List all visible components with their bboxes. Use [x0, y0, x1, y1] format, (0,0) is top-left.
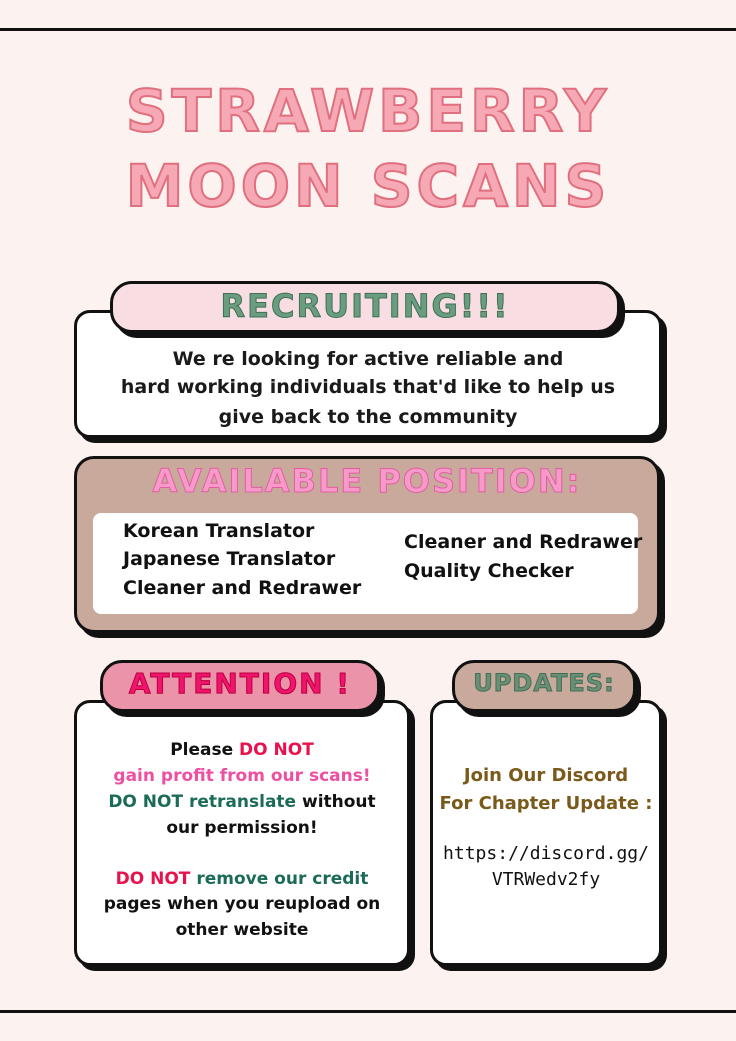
attention-line-5 [74, 866, 410, 892]
position-item: Quality Checker [404, 560, 574, 582]
attention-line-6: pages when you reupload on [103, 894, 381, 914]
position-item: Korean Translator [123, 520, 315, 542]
updates-heading: UPDATES: [473, 669, 615, 697]
without-text: without [296, 792, 376, 812]
do-not-text: DO NOT [115, 869, 191, 889]
please-text: Please [170, 740, 240, 760]
discord-link-line-1[interactable]: https://discord.gg/ [443, 843, 649, 864]
recruiting-heading: RECRUITING!!! [220, 287, 510, 325]
recruiting-text-line-1: We re looking for active reliable and [172, 348, 564, 370]
attention-heading: ATTENTION ! [128, 667, 352, 700]
attention-line-3 [74, 789, 410, 815]
do-not-text: DO NOT [108, 792, 184, 812]
position-item: Cleaner and Redrawer [404, 531, 643, 553]
updates-line-2: For Chapter Update : [439, 793, 653, 814]
title-line-1: STRAWBERRY [125, 77, 611, 145]
attention-line-1 [74, 737, 410, 763]
recruiting-text-line-2: hard working individuals that'd like to help us [120, 376, 616, 398]
remove-credit-text: remove our credit [190, 869, 369, 889]
position-item: Japanese Translator [123, 548, 336, 570]
recruiting-header [110, 281, 620, 333]
positions-heading: AVAILABLE POSITION: [152, 462, 582, 500]
do-not-text: DO NOT [239, 740, 314, 760]
updates-header [452, 660, 636, 712]
attention-line-2: gain profit from our scans! [113, 766, 371, 786]
discord-link-line-2[interactable]: VTRWedv2fy [491, 869, 601, 890]
updates-card [430, 700, 662, 966]
bottom-divider [0, 1010, 736, 1013]
updates-line-1: Join Our Discord [463, 765, 629, 786]
attention-line-7: other website [175, 920, 309, 940]
recruiting-text-line-3: give back to the community [218, 406, 518, 428]
top-divider [0, 28, 736, 31]
attention-header [100, 660, 380, 712]
attention-line-4: our permission! [166, 818, 318, 838]
title-line-2: MOON SCANS [125, 152, 611, 220]
retranslate-text: retranslate [183, 792, 297, 812]
position-item: Cleaner and Redrawer [123, 577, 362, 599]
